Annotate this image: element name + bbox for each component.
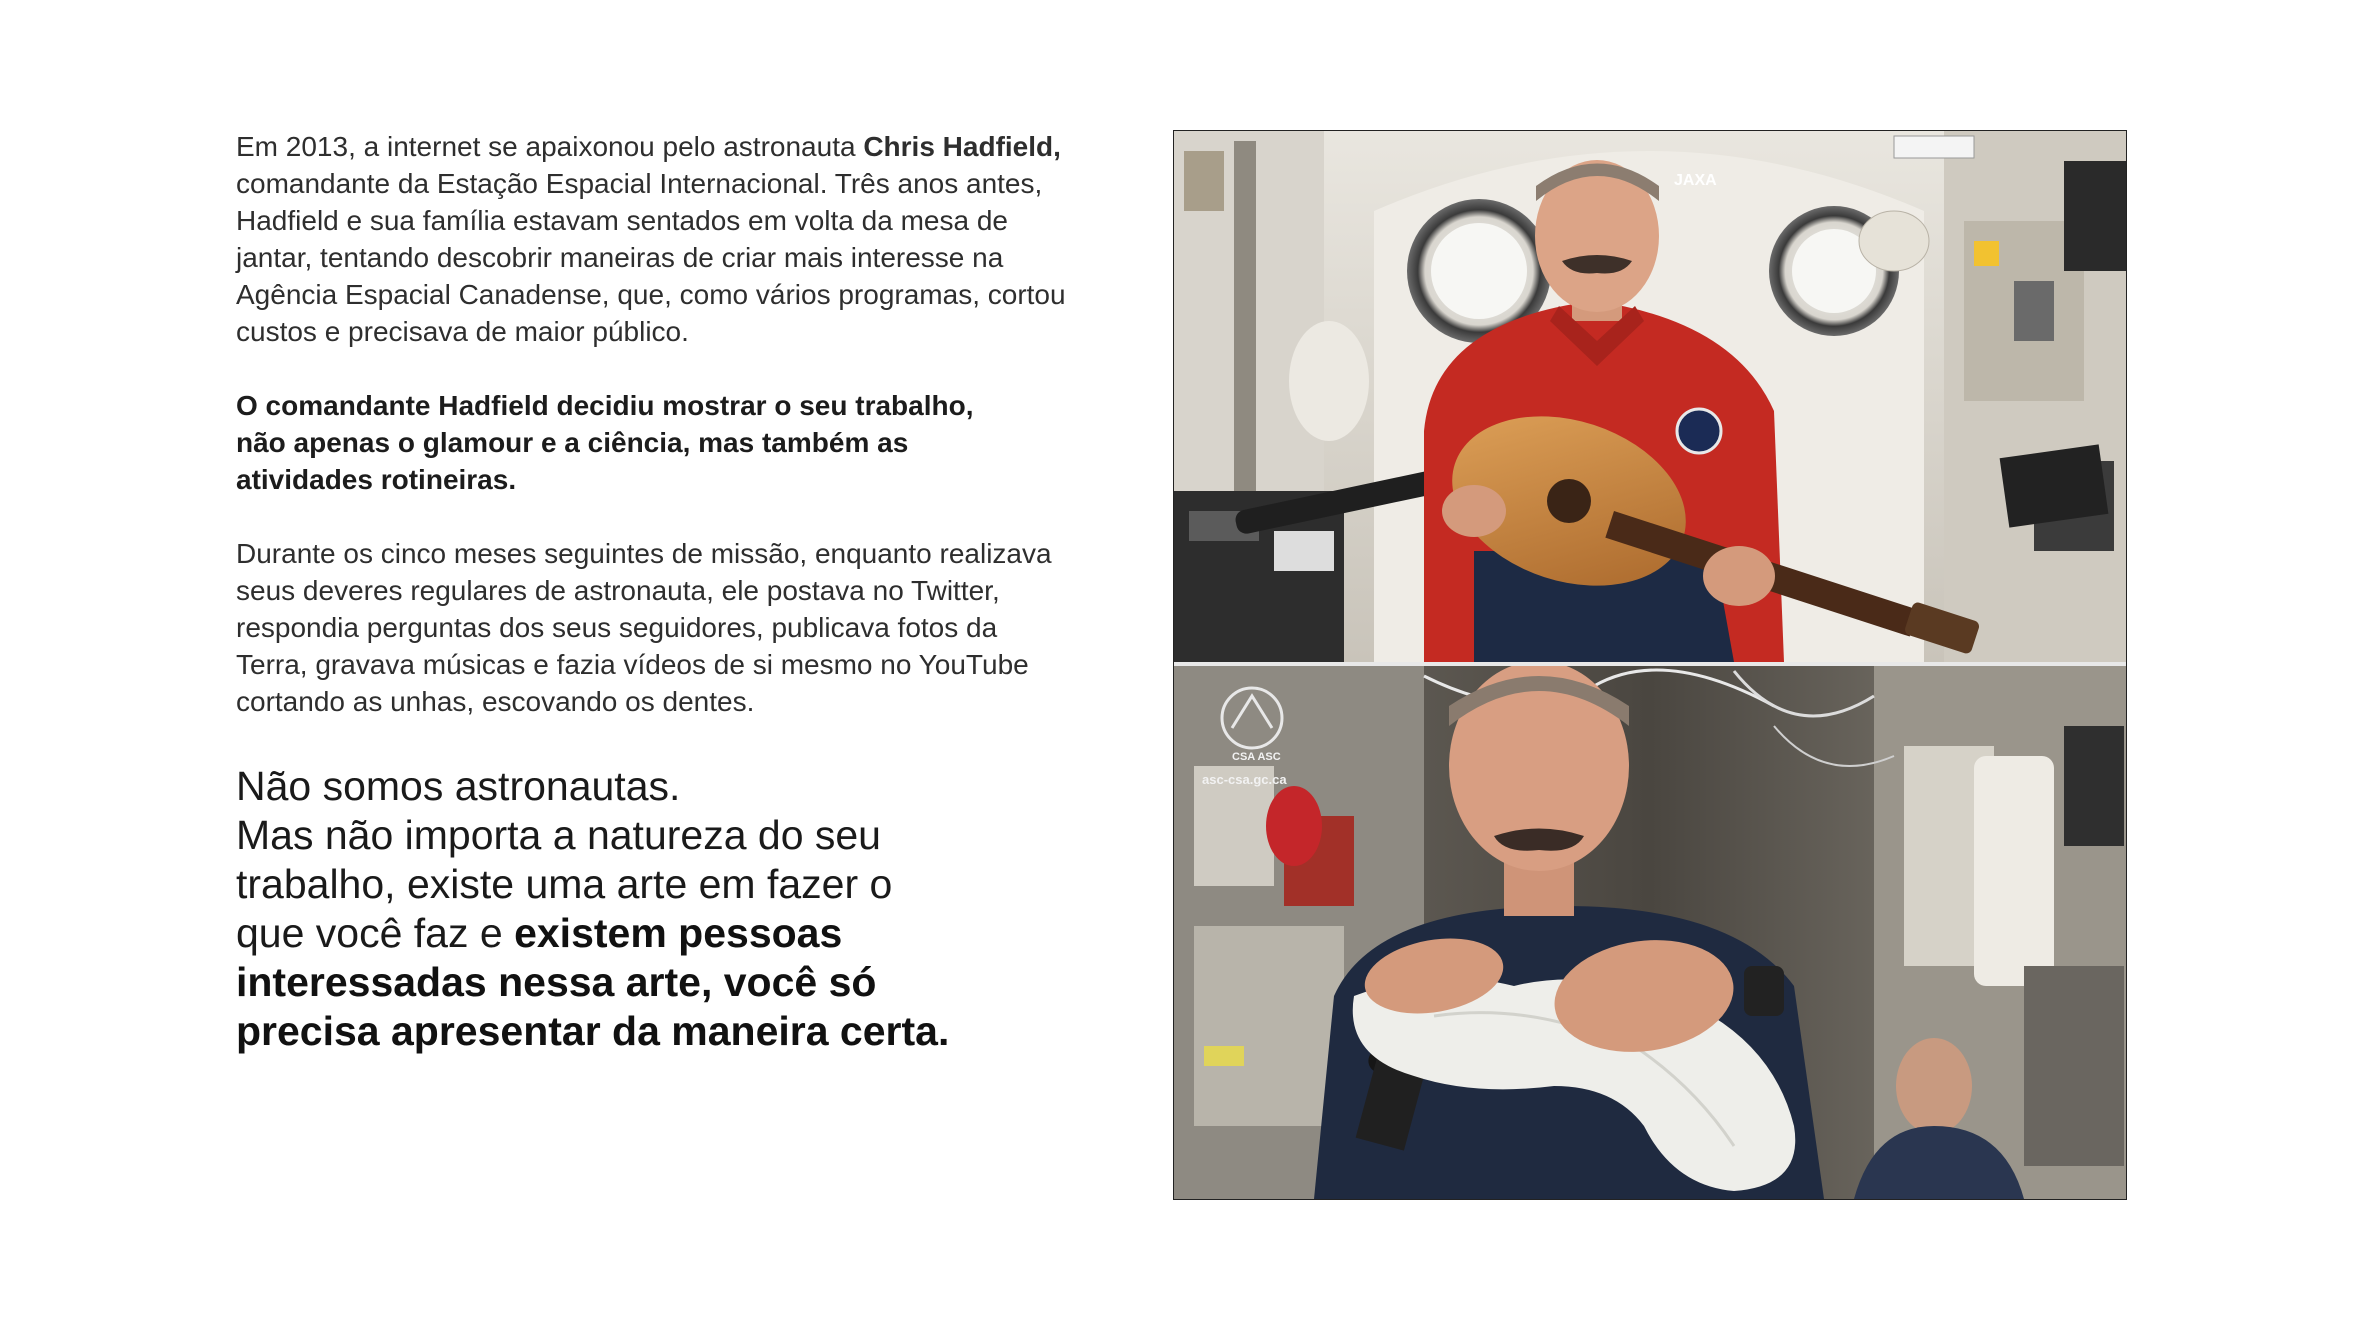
photo-guitar-astronaut <box>1174 131 2126 662</box>
mission-paragraph: Durante os cinco meses seguintes de missão, enquanto realizava seus deveres regulares de astronauta, ele postava no Twitter, respondia perguntas dos seus seguidores, publicava fotos da Terra, gravava músicas e fazia vídeos de si mesmo no YouTube cortando as unhas, escovando os dentes. <box>236 538 1052 717</box>
intro-text-b: comandante da Estação Espacial Internacional. Três anos antes, Hadfield e sua família estavam sentados em volta da mesa de jantar, tentando descobrir maneiras de criar mais interesse na Agência Espacial Canadense, que, como vários programas, cortou custos e precisava de maior público. <box>236 168 1066 347</box>
quote-bold: existem pessoas interessadas nessa arte, você só precisa apresentar da maneira certa. <box>236 910 950 1054</box>
quote-text: Mas não importa a natureza do seu trabalho, existe uma arte em fazer o que você faz e <box>236 812 893 956</box>
highlight-paragraph: O comandante Hadfield decidiu mostrar o seu trabalho, não apenas o glamour e a ciência, mas também as atividades rotineiras. <box>236 390 974 495</box>
jaxa-badge-text: JAXA <box>1674 172 1717 189</box>
quote-first-line: Não somos astronautas. <box>236 763 681 809</box>
intro-bold-name: Chris Hadfield, <box>863 131 1061 162</box>
photo-collage <box>1173 130 2127 1200</box>
closing-quote <box>236 762 956 1056</box>
photo-wringing-cloth <box>1174 666 2126 1199</box>
csa-watermark-text: asc-csa.gc.ca <box>1202 772 1287 787</box>
intro-text-a: Em 2013, a internet se apaixonou pelo astronauta <box>236 131 864 162</box>
csa-logo-text: CSA ASC <box>1232 751 1281 763</box>
intro-paragraph <box>236 128 1076 350</box>
text-column <box>236 128 1076 1056</box>
